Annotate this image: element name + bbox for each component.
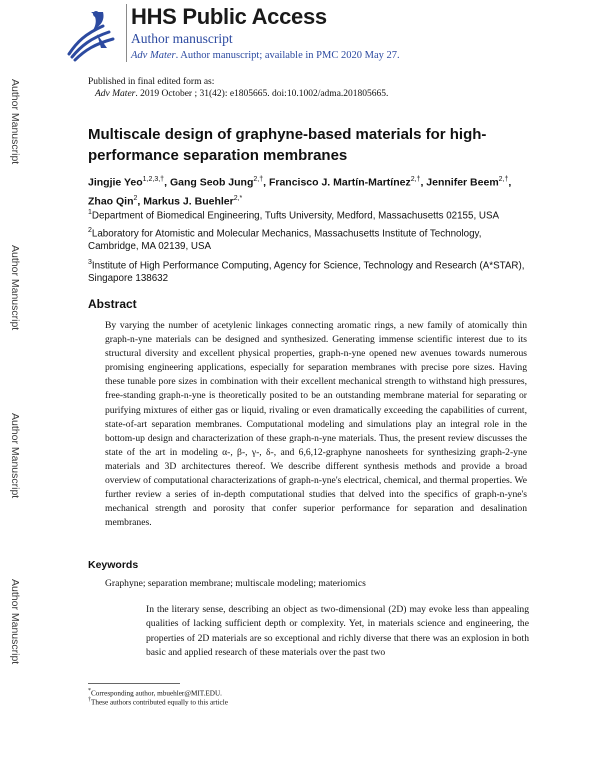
keywords-heading: Keywords	[88, 559, 139, 571]
header-divider	[126, 4, 127, 62]
published-label: Published in final edited form as:	[88, 77, 215, 87]
author-manuscript-subtitle: Author manuscript	[131, 31, 233, 46]
affiliation-1: $^1$Department of Biomedical Engineering, Tufts University, Medford, Massachusetts 02155, USA	[88, 209, 500, 222]
article-title: Multiscale design of graphyne-based materials for high-performance separation membranes	[88, 126, 487, 164]
author-name: Francisco J. Martín-Martínez	[268, 176, 411, 189]
footnote-corresponding: *Corresponding author, mbuehler@MIT.EDU.	[88, 688, 222, 698]
side-label-author-manuscript-3: Author Manuscript	[9, 413, 21, 499]
citation-line: Adv Mater. 2019 October ; 31(42): e1805665. doi:10.1002/adma.201805665.	[95, 89, 389, 99]
footnote-equal-contribution: †These authors contributed equally to this article	[88, 697, 228, 707]
author-name: Jennifer Beem	[426, 176, 499, 189]
author-name: Markus J. Buehler	[143, 195, 234, 207]
abstract-text: By varying the number of acetylenic linkages connecting aromatic rings, a new family of atomically thin graph-n-yne materials can be designed and synthesized. Generating immense scientific interest due to its structural diversity and excellent physical properties, graph-n-yne opened new avenues towards numerous promising engineering applications, especially for separation membranes with precise pore sizes. Having these tunable pore sizes in combination with their excellent mechanical strength to withstand high pressures, free-standing graph-n-yne is theoretically posited to be an outstanding membrane material for separating or purifying mixtures of either gas or liquid, rivaling or even dramatically exceeding the capabilities of current, state-of-art separation membranes. Computational modeling and simulations play an integral role in the bottom-up design and characterization of these graph-n-yne materials. Thus, the present review discusses the state of the art in modeling α-, β-, γ-, δ-, and 6,6,12-graphyne nanosheets for synthesizing graph-2-yne materials and 3D architectures thereof. We describe different synthesis methods and provide a broad overview of computational characterizations of graph-n-yne's electrical, chemical, and thermal properties. We further review a series of in-depth computational studies that delved into the specifics of graph-n-yne's mechanical strength and porosity that confer superior performance for separation and desalination membranes.	[105, 320, 527, 529]
hhs-public-access-title: HHS Public Access	[131, 4, 327, 29]
affiliation-2: $^2$Laboratory for Atomistic and Molecular Mechanics, Massachusetts Institute of Technology, Cambridge, MA 02139, USA	[88, 227, 482, 253]
author-name: Jingjie Yeo	[88, 176, 143, 189]
side-label-author-manuscript-1: Author Manuscript	[9, 79, 21, 165]
author-name: Zhao Qin	[88, 195, 134, 207]
hhs-eagle-logo-icon	[63, 4, 123, 62]
affiliation-3: $^3$Institute of High Performance Computing, Agency for Science, Technology and Research (A*STAR), Singapore 138632	[88, 259, 525, 285]
footnote-divider	[88, 683, 180, 684]
author-name: Gang Seob Jung	[169, 176, 254, 189]
side-label-author-manuscript-4: Author Manuscript	[9, 579, 21, 665]
journal-availability: Adv Mater. Author manuscript; available in PMC 2020 May 27.	[131, 50, 400, 61]
abstract-heading: Abstract	[88, 297, 137, 311]
intro-paragraph: In the literary sense, describing an object as two-dimensional (2D) may evoke less than appealing qualities of lacking sufficient depth or complexity. Yet, in materials science and engineering, the properties of 2D materials are so exceptional and richly diverse that there was an explosion in both basic and applied research of these materials over the past two	[146, 604, 529, 658]
keywords-text: Graphyne; separation membrane; multiscale modeling; materiomics	[105, 578, 366, 589]
author-list: Jingjie Yeo$^{1,2,3,\dagger}$, Gang Seob Jung$^{2,\dagger}$, Francisco J. Martín-Martínez$^{2,\dagger}$, Jennifer Beem$^{2,\dagger}$, Zhao Qin$^2$, Markus J. Buehler$^{2,*}$	[88, 176, 512, 207]
side-label-author-manuscript-2: Author Manuscript	[9, 245, 21, 331]
